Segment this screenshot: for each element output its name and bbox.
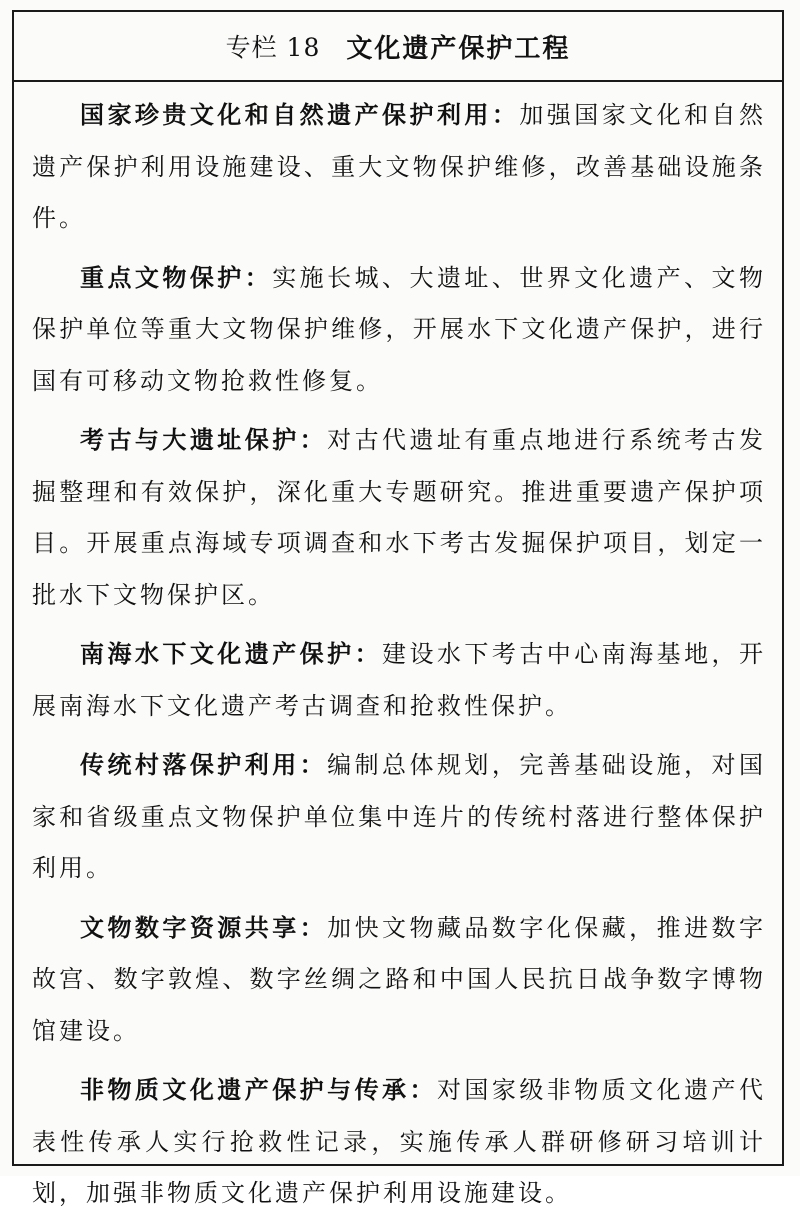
paragraph-key-relics [32, 253, 766, 408]
paragraph-intangible-heritage [32, 1065, 766, 1220]
paragraph-heritage-utilization [32, 90, 766, 245]
paragraph-lead: 非物质文化遗产保护与传承： [80, 1076, 437, 1104]
paragraph-lead: 文物数字资源共享： [80, 913, 328, 942]
column-header [14, 12, 782, 82]
paragraph-south-sea [32, 629, 766, 732]
column-box [12, 10, 784, 1207]
column-number: 专栏 18 [225, 33, 321, 62]
paragraph-archaeology [32, 415, 766, 621]
paragraph-lead: 传统村落保护利用： [80, 751, 328, 779]
paragraph-text: 对古代遗址有重点地进行系统考古发掘整理和有效保护，深化重大专题研究。推进重要遗产保护项目。开展重点海域专项调查和水下考古发掘保护项目，划定一批水下文物保护区。 [32, 426, 766, 609]
paragraph-text: 对国家级非物质文化遗产代表性传承人实行抢救性记录，实施传承人群研修研习培训计划，加强非物质文化遗产保护利用设施建设。 [32, 1076, 767, 1207]
column-content [32, 90, 766, 1228]
paragraph-text: 加强国家文化和自然遗产保护利用设施建设、重大文物保护维修，改善基础设施条件。 [32, 101, 767, 232]
paragraph-villages [32, 740, 766, 895]
paragraph-text: 实施长城、大遗址、世界文化遗产、文物保护单位等重大文物保护维修，开展水下文化遗产保护，进行国有可移动文物抢救性修复。 [32, 263, 767, 395]
paragraph-lead: 南海水下文化遗产保护： [80, 640, 383, 668]
paragraph-text: 建设水下考古中心南海基地，开展南海水下文化遗产考古调查和抢救性保护。 [32, 640, 767, 720]
paragraph-digital-resources [32, 903, 766, 1058]
paragraph-lead: 国家珍贵文化和自然遗产保护利用： [80, 101, 520, 129]
paragraph-text: 加快文物藏品数字化保藏，推进数字故宫、数字敦煌、数字丝绸之路和中国人民抗日战争数字博物馆建设。 [32, 913, 766, 1045]
column-title: 文化遗产保护工程 [346, 33, 571, 64]
paragraph-lead: 考古与大遗址保护： [80, 426, 328, 454]
paragraph-lead: 重点文物保护： [80, 263, 273, 292]
paragraph-text: 编制总体规划，完善基础设施，对国家和省级重点文物保护单位集中连片的传统村落进行整体保护利用。 [32, 751, 766, 882]
